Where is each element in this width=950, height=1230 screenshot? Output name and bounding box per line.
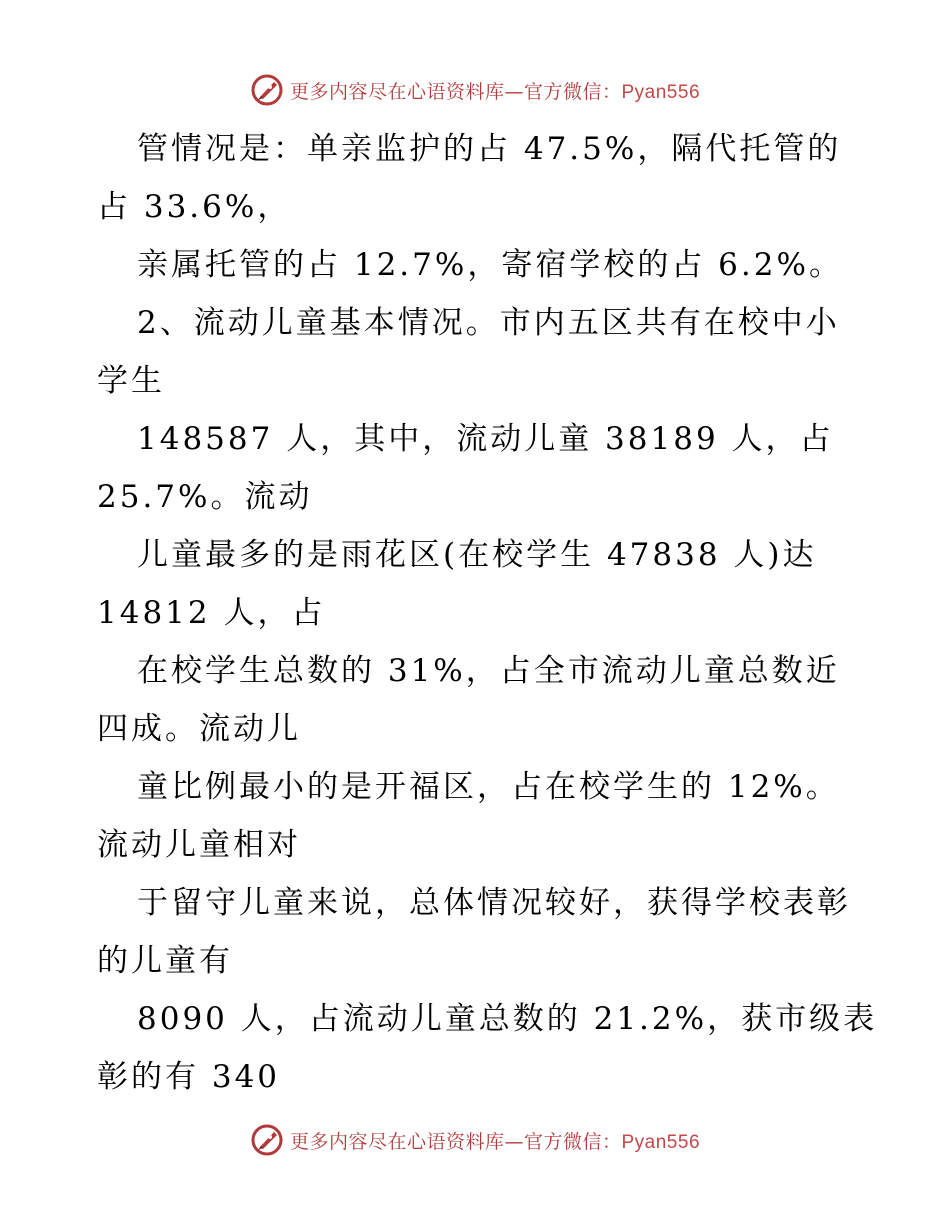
text-line: 学生 (97, 363, 165, 399)
banner-suffix: 官方微信： (523, 80, 622, 103)
document-body (97, 120, 897, 1106)
text-line: 管情况是：单亲监护的占 47.5%，隔代托管的 (137, 131, 842, 167)
header-banner (0, 70, 950, 110)
text-line: 彰的有 340 (97, 1059, 281, 1095)
text-line: 8090 人，占流动儿童总数的 21.2%，获市级表 (137, 1001, 878, 1037)
text-line: 于留守儿童来说，总体情况较好，获得学校表彰 (137, 885, 851, 921)
banner-dash: — (504, 80, 524, 103)
banner-title: 更多内容尽在心语资料库 (289, 1130, 505, 1153)
quill-pen-icon (250, 73, 284, 107)
quill-pen-icon (250, 1123, 284, 1157)
text-line: 儿童最多的是雨花区(在校学生 47838 人)达 (137, 537, 817, 573)
banner-wechat-id: Pyan556 (621, 81, 701, 103)
text-line: 四成。流动儿 (97, 711, 301, 747)
banner-dash: — (504, 1130, 524, 1153)
banner-title: 更多内容尽在心语资料库 (289, 80, 505, 103)
footer-banner (0, 1120, 950, 1160)
text-line: 童比例最小的是开福区，占在校学生的 12%。 (137, 769, 840, 805)
header-banner-content (250, 73, 700, 107)
text-line: 14812 人，占 (97, 595, 326, 631)
text-line: 的儿童有 (97, 943, 233, 979)
banner-wechat-id: Pyan556 (621, 1131, 701, 1153)
banner-text (290, 1127, 700, 1154)
banner-suffix: 官方微信： (523, 1130, 622, 1153)
text-line: 在校学生总数的 31%，占全市流动儿童总数近 (137, 653, 840, 689)
text-line: 148587 人，其中，流动儿童 38189 人，占 (137, 421, 834, 457)
text-line: 25.7%。流动 (97, 479, 313, 515)
text-line: 占 33.6%， (97, 189, 292, 225)
banner-text (290, 77, 700, 104)
text-line: 亲属托管的占 12.7%，寄宿学校的占 6.2%。 (137, 247, 843, 283)
footer-banner-content (250, 1123, 700, 1157)
text-line: 流动儿童相对 (97, 827, 301, 863)
text-line: 2、流动儿童基本情况。市内五区共有在校中小 (137, 305, 840, 341)
